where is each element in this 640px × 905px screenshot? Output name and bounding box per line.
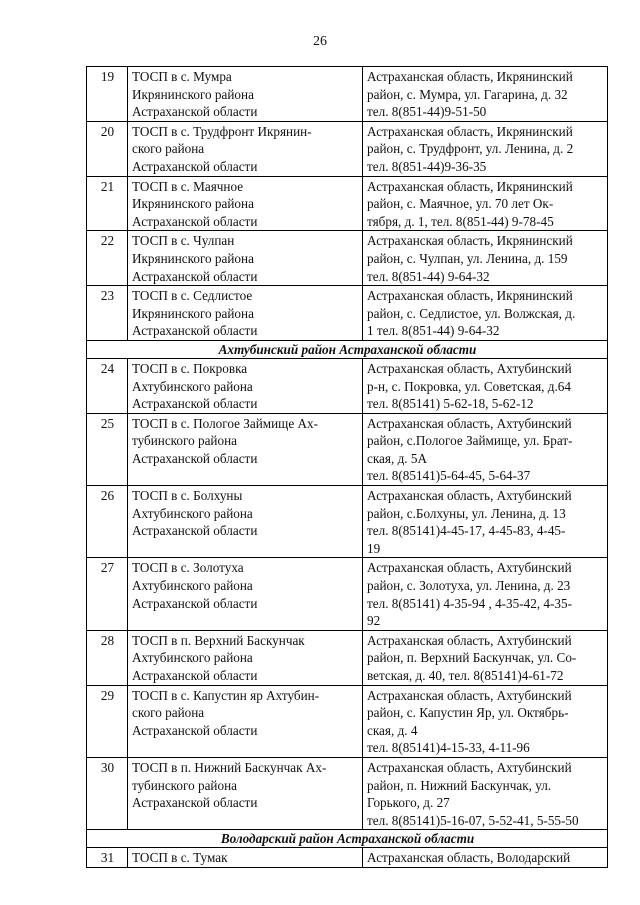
organization-line: Астраханской области — [132, 450, 258, 466]
section-row — [87, 830, 608, 848]
address-line: район, с. Мумра, ул. Гагарина, д. 32 — [367, 86, 568, 102]
address-line: тел. 8(85141) 4-35-94 , 4-35-42, 4-35- — [367, 595, 572, 611]
address-cell — [363, 67, 608, 122]
organization-line: Ахтубинского района — [132, 505, 253, 521]
address-line: тел. 8(85141) 5-62-18, 5-62-12 — [367, 396, 534, 412]
address-cell — [363, 630, 608, 685]
section-title: Володарский район Астраханской области — [87, 830, 608, 848]
organization-cell — [128, 558, 363, 630]
table-row — [87, 358, 608, 413]
address-line: тел. 8(85141)5-16-07, 5-52-41, 5-55-50 — [367, 812, 579, 828]
table-row — [87, 121, 608, 176]
address-line: 19 — [367, 540, 381, 556]
organization-line: ТОСП в с. Седлистое — [132, 288, 253, 304]
organization-line: Икрянинского района — [132, 305, 254, 321]
address-line: район, с. Капустин Яр, ул. Октябрь- — [367, 705, 569, 721]
row-number: 27 — [87, 558, 128, 630]
organization-cell — [128, 486, 363, 558]
address-line: тел. 8(851-44)9-51-50 — [367, 104, 487, 120]
address-line: район, с.Пологое Займище, ул. Брат- — [367, 433, 573, 449]
organization-line: Икрянинского района — [132, 250, 254, 266]
organization-line: Астраханской области — [132, 595, 258, 611]
table-row — [87, 558, 608, 630]
table-row — [87, 630, 608, 685]
organization-line: ского района — [132, 141, 205, 157]
organization-line: Икрянинского района — [132, 86, 254, 102]
table-row — [87, 757, 608, 829]
address-line: район, с. Маячное, ул. 70 лет Ок- — [367, 196, 554, 212]
organization-line: Ахтубинского района — [132, 578, 253, 594]
address-line: Астраханская область, Ахтубинский — [367, 632, 572, 648]
address-cell — [363, 486, 608, 558]
address-line: ветская, д. 40, тел. 8(85141)4-61-72 — [367, 668, 564, 683]
organization-line: Икрянинского района — [132, 196, 254, 212]
row-number: 19 — [87, 67, 128, 122]
organization-cell — [128, 67, 363, 122]
organization-line: ТОСП в с. Мумра — [132, 69, 232, 84]
address-line: Астраханская область, Икрянинский — [367, 123, 573, 139]
table-row — [87, 67, 608, 122]
organization-line: Астраханской области — [132, 268, 258, 284]
organization-line: Астраханской области — [132, 722, 258, 738]
table-row — [87, 286, 608, 341]
organization-line: ТОСП в с. Трудфронт Икрянин- — [132, 123, 312, 139]
organization-line: Астраханской области — [132, 523, 258, 539]
organization-line: ТОСП в с. Маячное — [132, 178, 244, 194]
address-line: ская, д. 4 — [367, 722, 418, 738]
address-line: ская, д. 5А — [367, 450, 427, 466]
address-line: район, п. Нижний Баскунчак, ул. — [367, 777, 552, 793]
address-line: Астраханская область, Ахтубинский — [367, 687, 572, 703]
organization-line: тубинского района — [132, 777, 237, 793]
address-cell — [363, 558, 608, 630]
address-line: район, с.Болхуны, ул. Ленина, д. 13 — [367, 505, 566, 521]
row-number: 26 — [87, 486, 128, 558]
row-number: 30 — [87, 757, 128, 829]
row-number: 23 — [87, 286, 128, 341]
table-row — [87, 685, 608, 757]
address-line: тел. 8(85141)4-45-17, 4-45-83, 4-45- — [367, 523, 566, 539]
address-line: район, с. Трудфронт, ул. Ленина, д. 2 — [367, 141, 574, 157]
address-line: район, с. Чулпан, ул. Ленина, д. 159 — [367, 250, 568, 266]
row-number: 22 — [87, 231, 128, 286]
organization-cell — [128, 121, 363, 176]
table-row — [87, 231, 608, 286]
organization-line: ТОСП в п. Нижний Баскунчак Ах- — [132, 759, 327, 775]
organization-line: Астраханской области — [132, 323, 258, 339]
table-row — [87, 176, 608, 231]
address-line: тел. 8(85141)5-64-45, 5-64-37 — [367, 468, 531, 484]
table-row — [87, 486, 608, 558]
organization-line: Астраханской области — [132, 104, 258, 120]
address-cell — [363, 757, 608, 829]
organization-line: Ахтубинского района — [132, 378, 253, 394]
organization-line: ТОСП в с. Чулпан — [132, 233, 235, 249]
registry-table-body — [87, 67, 608, 868]
organization-line: Астраханской области — [132, 158, 258, 174]
address-line: Астраханская область, Ахтубинский — [367, 488, 572, 504]
address-line: район, с. Золотуха, ул. Ленина, д. 23 — [367, 578, 571, 594]
address-line: Астраханская область, Ахтубинский — [367, 560, 572, 576]
address-cell — [363, 286, 608, 341]
address-line: район, п. Верхний Баскунчак, ул. Со- — [367, 650, 577, 666]
organization-cell — [128, 358, 363, 413]
address-line: тел. 8(851-44) 9-64-32 — [367, 268, 490, 284]
address-line: Астраханская область, Ахтубинский — [367, 759, 572, 775]
organization-line: ТОСП в п. Верхний Баскунчак — [132, 632, 305, 648]
address-line: Астраханская область, Икрянинский — [367, 288, 573, 304]
row-number: 28 — [87, 630, 128, 685]
organization-cell — [128, 630, 363, 685]
organization-line: тубинского района — [132, 433, 237, 449]
row-number: 21 — [87, 176, 128, 231]
address-line: р-н, с. Покровка, ул. Советская, д.64 — [367, 378, 571, 394]
address-line: тел. 8(851-44)9-36-35 — [367, 158, 487, 174]
row-number: 24 — [87, 358, 128, 413]
page-number: 26 — [313, 34, 327, 49]
section-row — [87, 340, 608, 358]
organization-line: ТОСП в с. Болхуны — [132, 488, 243, 504]
row-number: 25 — [87, 413, 128, 485]
address-cell — [363, 685, 608, 757]
address-line: Астраханская область, Икрянинский — [367, 178, 573, 194]
address-cell — [363, 121, 608, 176]
organization-cell — [128, 848, 363, 868]
address-line: район, с. Седлистое, ул. Волжская, д. — [367, 305, 576, 321]
row-number: 20 — [87, 121, 128, 176]
organization-cell — [128, 231, 363, 286]
address-line: тября, д. 1, тел. 8(851-44) 9-78-45 — [367, 213, 554, 229]
organization-line: ского района — [132, 705, 205, 721]
address-line: Астраханская область, Ахтубинский — [367, 360, 572, 376]
address-line: Астраханская область, Икрянинский — [367, 69, 573, 84]
section-title: Ахтубинский район Астраханской области — [87, 340, 608, 358]
organization-line: ТОСП в с. Покровка — [132, 360, 248, 376]
address-line: Астраханская область, Володарский — [367, 850, 571, 866]
organization-cell — [128, 413, 363, 485]
address-cell — [363, 848, 608, 868]
row-number: 31 — [87, 848, 128, 868]
organization-line: Астраханской области — [132, 668, 258, 683]
organization-line: ТОСП в с. Капустин яр Ахтубин- — [132, 687, 320, 703]
organization-cell — [128, 757, 363, 829]
address-cell — [363, 176, 608, 231]
address-cell — [363, 358, 608, 413]
address-line: 1 тел. 8(851-44) 9-64-32 — [367, 323, 500, 339]
address-line: тел. 8(85141)4-15-33, 4-11-96 — [367, 740, 530, 756]
table-row — [87, 848, 608, 868]
organization-cell — [128, 286, 363, 341]
address-line: Астраханская область, Икрянинский — [367, 233, 573, 249]
address-cell — [363, 413, 608, 485]
address-line: 92 — [367, 613, 381, 629]
organization-line: Ахтубинского района — [132, 650, 253, 666]
organization-cell — [128, 685, 363, 757]
registry-table — [86, 66, 608, 868]
organization-line: ТОСП в с. Пологое Займище Ах- — [132, 415, 318, 431]
organization-line: Астраханской области — [132, 213, 258, 229]
organization-line: Астраханской области — [132, 795, 258, 811]
row-number: 29 — [87, 685, 128, 757]
address-line: Астраханская область, Ахтубинский — [367, 415, 572, 431]
table-row — [87, 413, 608, 485]
organization-line: ТОСП в с. Тумак — [132, 850, 228, 866]
organization-line: Астраханской области — [132, 396, 258, 412]
address-cell — [363, 231, 608, 286]
organization-cell — [128, 176, 363, 231]
organization-line: ТОСП в с. Золотуха — [132, 560, 244, 576]
address-line: Горького, д. 27 — [367, 795, 450, 811]
